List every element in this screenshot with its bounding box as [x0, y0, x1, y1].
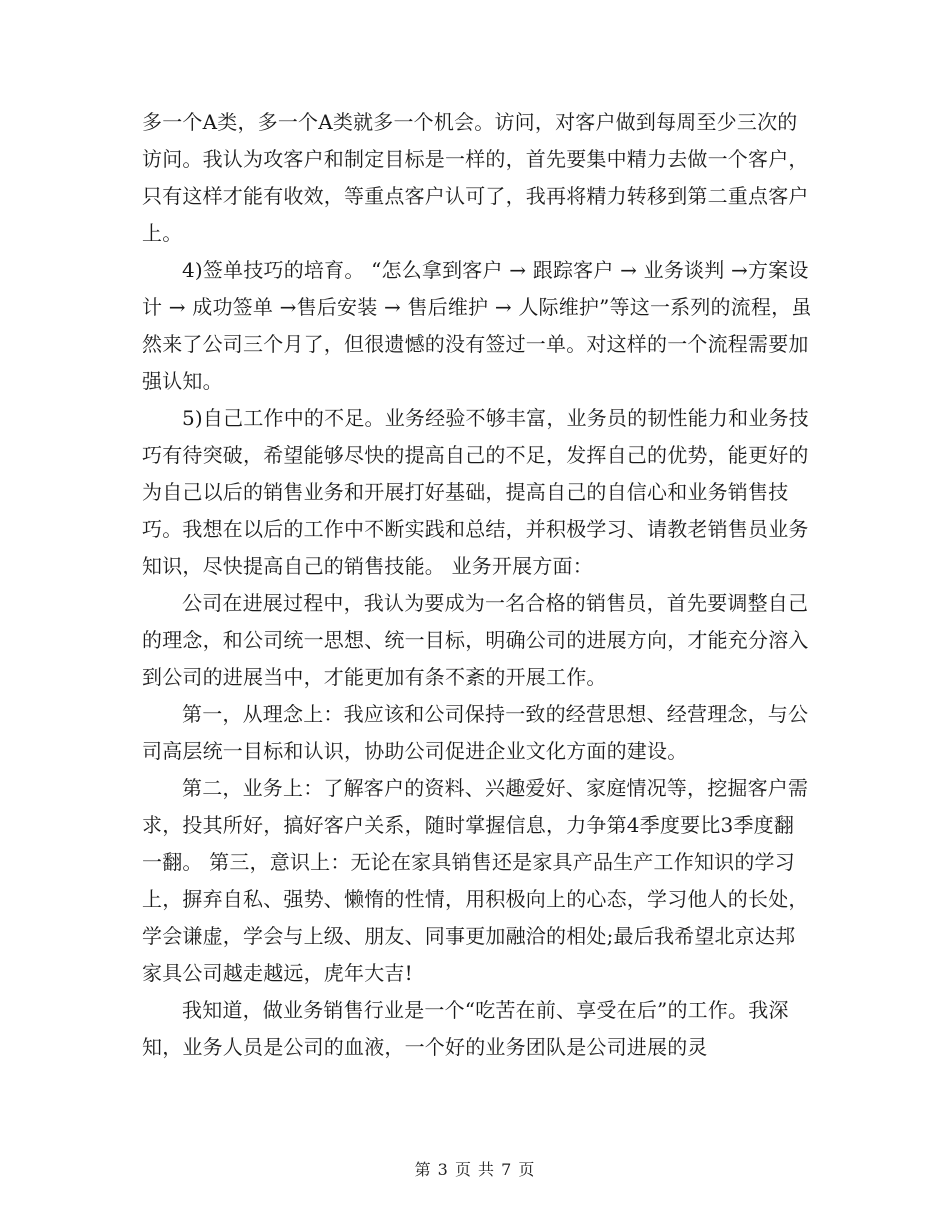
body-paragraph-1: 多一个A类，多一个A类就多一个机会。访问，对客户做到每周至少三次的访问。我认为攻客户和制定目标是一样的，首先要集中精力去做一个客户，只有这样才能有收效，等重点客户认可了，我再将精力转移到第二重点客户上。	[142, 110, 809, 245]
body-paragraph-5: 第一，从理念上：我应该和公司保持一致的经营思想、经营理念，与公司高层统一目标和认识，协助公司促进企业文化方面的建设。	[142, 702, 809, 763]
body-paragraph-6: 第二，业务上：了解客户的资料、兴趣爱好、家庭情况等，挖掘客户需求，投其所好，搞好客户关系，随时掌握信息，力争第4季度要比3季度翻一翻。 第三，意识上：无论在家具销售还是家具产品生产工作知识的学习上，摒弃自私、强势、懒惰的性情，用积极向上的心态，学习他人的长处，学会谦虚，学会与上级、朋友、同事更加融洽的相处;最后我希望北京达邦家具公司越走越远，虎年大吉!	[142, 776, 809, 985]
body-paragraph-3: 5)自己工作中的不足。业务经验不够丰富，业务员的韧性能力和业务技巧有待突破，希望能够尽快的提高自己的不足，发挥自己的优势，能更好的为自己以后的销售业务和开展打好基础，提高自己的自信心和业务销售技巧。我想在以后的工作中不断实践和总结，并积极学习、请教老销售员业务知识，尽快提高自己的销售技能。 业务开展方面：	[142, 406, 809, 578]
page-number-footer: 第 3 页 共 7 页	[414, 1160, 536, 1179]
body-paragraph-4: 公司在进展过程中，我认为要成为一名合格的销售员，首先要调整自己的理念，和公司统一思想、统一目标，明确公司的进展方向，才能充分溶入到公司的进展当中，才能更加有条不紊的开展工作。	[142, 591, 809, 689]
body-paragraph-2: 4)签单技巧的培育。 “怎么拿到客户 → 跟踪客户 → 业务谈判 →方案设计 → 成功签单 →售后安装 → 售后维护 → 人际维护”等这一系列的流程，虽然来了公司三个月了，但很遗憾的没有签过一单。对这样的一个流程需要加强认知。	[142, 258, 812, 393]
body-paragraph-7: 我知道，做业务销售行业是一个“吃苦在前、享受在后”的工作。我深知，业务人员是公司的血液，一个好的业务团队是公司进展的灵	[142, 998, 789, 1059]
document-body	[142, 104, 812, 1066]
